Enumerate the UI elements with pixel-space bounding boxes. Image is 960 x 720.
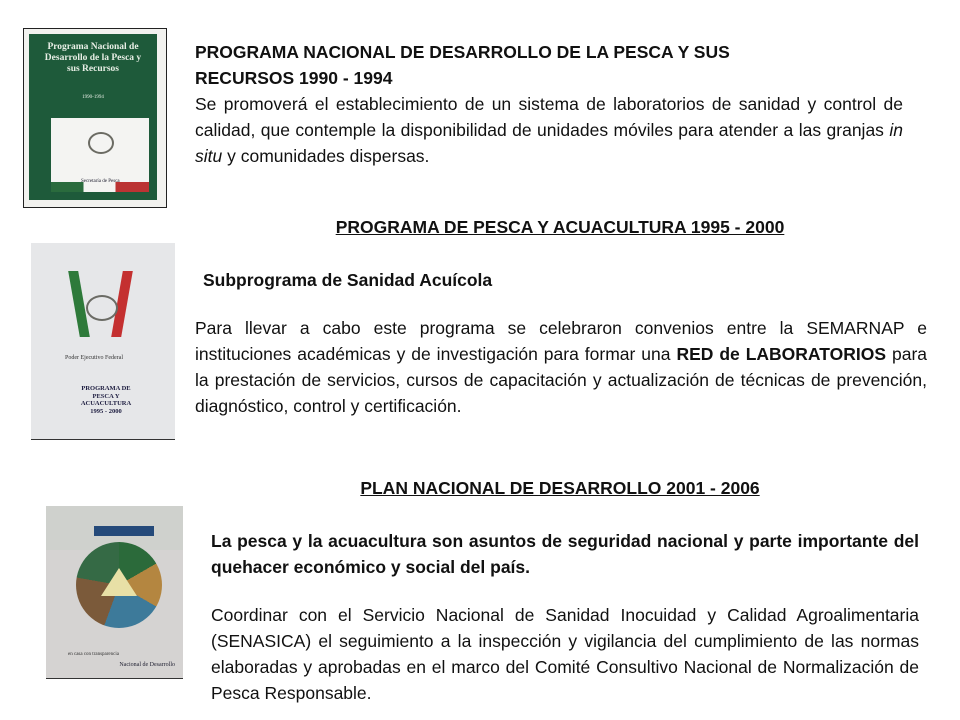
cover-white-panel bbox=[51, 118, 149, 192]
section2-heading: PROGRAMA DE PESCA Y ACUACULTURA 1995 - 2000 bbox=[335, 217, 785, 237]
section1-body-end: y comunidades dispersas. bbox=[222, 146, 430, 166]
section3-para1: La pesca y la acuacultura son asuntos de seguridad nacional y parte importante del quehacer económico y social del país. bbox=[211, 531, 919, 577]
mexico-seal-icon bbox=[88, 132, 114, 154]
book-cover-1995-2000 bbox=[31, 243, 175, 440]
cover-title-text: PROGRAMA DE PESCA Y ACUACULTURA bbox=[80, 385, 132, 407]
section1-title-line2: RECURSOS 1990 - 1994 bbox=[195, 68, 393, 88]
section2-body-end: para la prestación de servicios, cursos de capacitación y actualización de técnicas de prevención, diagnóstico, control y certificación. bbox=[195, 344, 928, 416]
cover-years: 1990-1994 bbox=[82, 95, 104, 100]
cover-title: Programa Nacional de Desarrollo de la Pesca y sus Recursos bbox=[44, 42, 142, 74]
cover-green-panel bbox=[29, 34, 157, 200]
section2-subheading: Subprograma de Sanidad Acuícola bbox=[203, 270, 493, 290]
cover-header: Poder Ejecutivo Federal bbox=[65, 355, 123, 361]
cover-tagline: en casa con transparencia bbox=[68, 652, 119, 657]
book-cover-2001-2006 bbox=[46, 506, 183, 679]
section2-body-bold: RED de LABORATORIOS bbox=[676, 344, 887, 364]
section3-heading: PLAN NACIONAL DE DESARROLLO 2001 - 2006 bbox=[360, 478, 760, 498]
section2-body-text: Para llevar a cabo este programa se celebraron convenios entre la SEMARNAP e instituciones académicas y de investigación para formar una bbox=[195, 318, 927, 364]
cover-corner-text: Nacional de Desarrollo bbox=[119, 662, 175, 668]
section1-title bbox=[195, 39, 903, 91]
cover-center-triangle bbox=[101, 568, 137, 596]
section1-body-italic: in situ bbox=[195, 120, 903, 166]
section2-body bbox=[195, 315, 927, 419]
flag-stripe bbox=[51, 182, 149, 192]
section3-para2: Coordinar con el Servicio Nacional de Sanidad Inocuidad y Calidad Agroalimentaria (SENASICA) el seguimiento a la inspección y vigilancia del cumplimiento de las normas elaboradas y aprobadas en el marco del Comité Consultivo Nacional de Normalización de Pesca Responsable. bbox=[211, 605, 919, 703]
cover-title bbox=[71, 385, 141, 415]
section1-body-text: Se promoverá el establecimiento de un sistema de laboratorios de sanidad y control de calidad, que contemple la disponibilidad de unidades móviles para atender a las granjas bbox=[195, 94, 903, 140]
mexico-seal-icon bbox=[86, 295, 118, 321]
book-cover-1990-1994 bbox=[23, 28, 167, 208]
cover-header-bar bbox=[94, 526, 154, 536]
cover-years: 1995 - 2000 bbox=[90, 407, 122, 415]
section1-title-line1: PROGRAMA NACIONAL DE DESARROLLO DE LA PESCA Y SUS bbox=[195, 42, 730, 62]
section1-body bbox=[195, 91, 903, 169]
